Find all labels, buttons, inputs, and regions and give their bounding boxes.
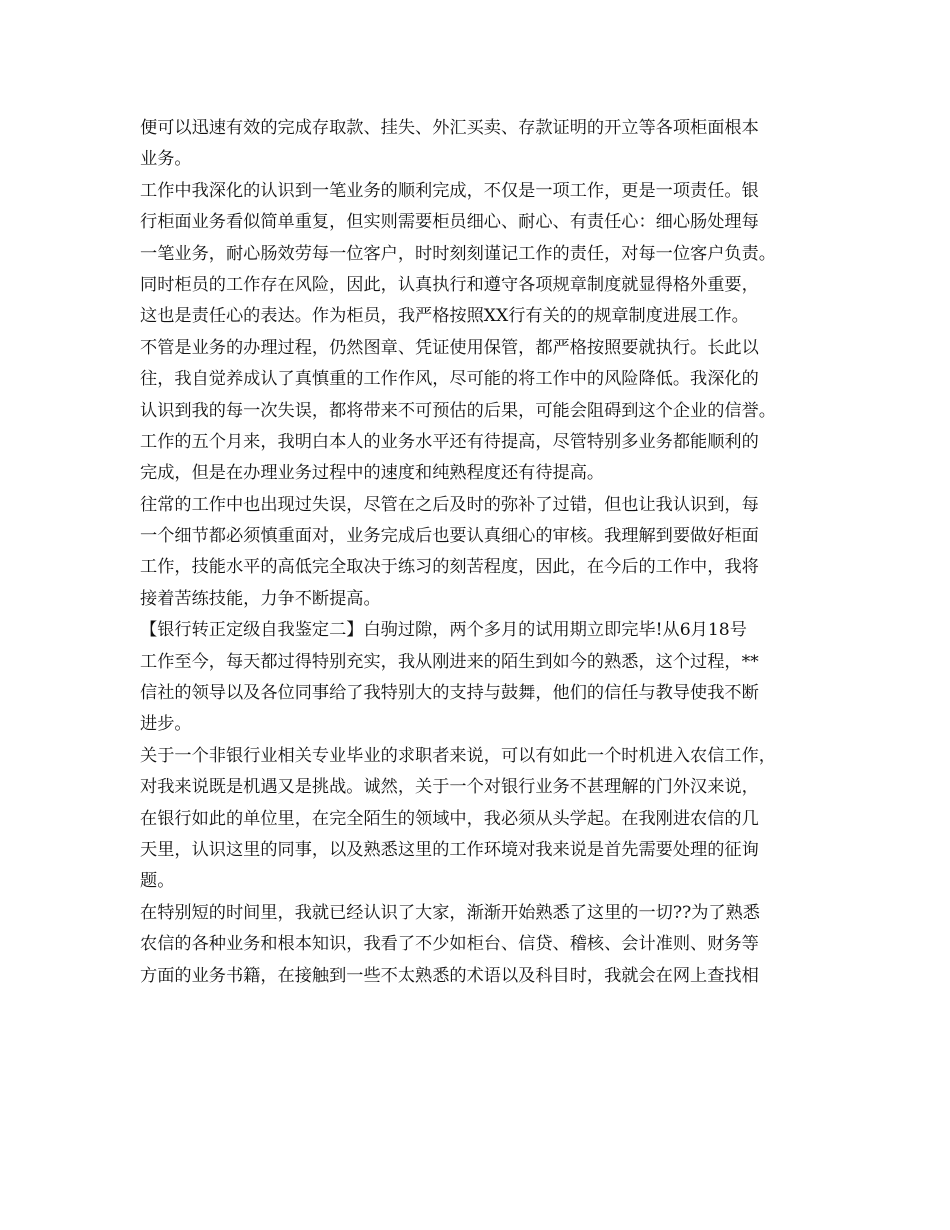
text-line: 一个细节都必须慎重面对，业务完成后也要认真细心的审核。我理解到要做好柜面 [140,526,759,547]
text-line: 接着苦练技能，力争不断提高。 [140,588,381,609]
text-line: 农信的各种业务和根本知识，我看了不少如柜台、信贷、稽核、会计准则、财务等 [140,934,759,955]
text-line: 信社的领导以及各位同事给了我特别大的支持与鼓舞，他们的信任与教导使我不断 [140,683,759,704]
text-line: 业务。 [140,149,192,170]
text-line: 进步。 [140,714,192,735]
text-line: 在特别短的时间里，我就已经认识了大家，渐渐开始熟悉了这里的一切??为了熟悉 [140,902,760,923]
text-line: 对我来说既是机遇又是挑战。诚然，关于一个对银行业务不甚理解的门外汉来说， [140,777,759,798]
text-line: 方面的业务书籍，在接触到一些不太熟悉的术语以及科目时，我就会在网上查找相 [140,965,759,986]
text-line: 完成，但是在办理业务过程中的速度和纯熟程度还有待提高。 [140,463,605,484]
text-line: 题。 [140,871,175,892]
text-line: 行柜面业务看似简单重复，但实则需要柜员细心、耐心、有责任心：细心肠处理每 [140,212,759,233]
section-heading-line: 【银行转正定级自我鉴定二】白驹过隙，两个多月的试用期立即完毕!从6月18号 [140,620,747,641]
document-body [140,113,830,992]
text-line: 不管是业务的办理过程，仍然图章、凭证使用保管，都严格按照要就执行。长此以 [140,337,759,358]
text-line: 在银行如此的单位里，在完全陌生的领域中，我必须从头学起。在我刚进农信的几 [140,808,759,829]
text-line: 一笔业务，耐心肠效劳每一位客户，时时刻刻谨记工作的责任，对每一位客户负责。 [140,243,776,264]
text-line: 往常的工作中也出现过失误，尽管在之后及时的弥补了过错，但也让我认识到，每 [140,494,759,515]
text-line: 认识到我的每一次失误，都将带来不可预估的后果，可能会阻碍到这个企业的信誉。 [140,400,776,421]
text-line: 工作至今，每天都过得特别充实，我从刚进来的陌生到如今的熟悉，这个过程，** [140,651,759,672]
text-line: 工作，技能水平的高低完全取决于练习的刻苦程度，因此，在今后的工作中，我将 [140,557,759,578]
text-line: 便可以迅速有效的完成存取款、挂失、外汇买卖、存款证明的开立等各项柜面根本 [140,118,759,138]
text-line: 往，我自觉养成认了真慎重的工作作风，尽可能的将工作中的风险降低。我深化的 [140,369,759,390]
text-line: 工作的五个月来，我明白本人的业务水平还有待提高，尽管特别多业务都能顺利的 [140,431,759,452]
text-line: 工作中我深化的认识到一笔业务的顺利完成，不仅是一项工作，更是一项责任。银 [140,180,759,201]
text-line: 关于一个非银行业相关专业毕业的求职者来说，可以有如此一个时机进入农信工作， [140,745,776,766]
text-line: 天里，认识这里的同事，以及熟悉这里的工作环境对我来说是首先需要处理的征询 [140,839,759,860]
text-line: 这也是责任心的表达。作为柜员，我严格按照XX行有关的的规章制度进展工作。 [140,306,749,327]
text-line: 同时柜员的工作存在风险，因此，认真执行和遵守各项规章制度就显得格外重要， [140,274,759,295]
